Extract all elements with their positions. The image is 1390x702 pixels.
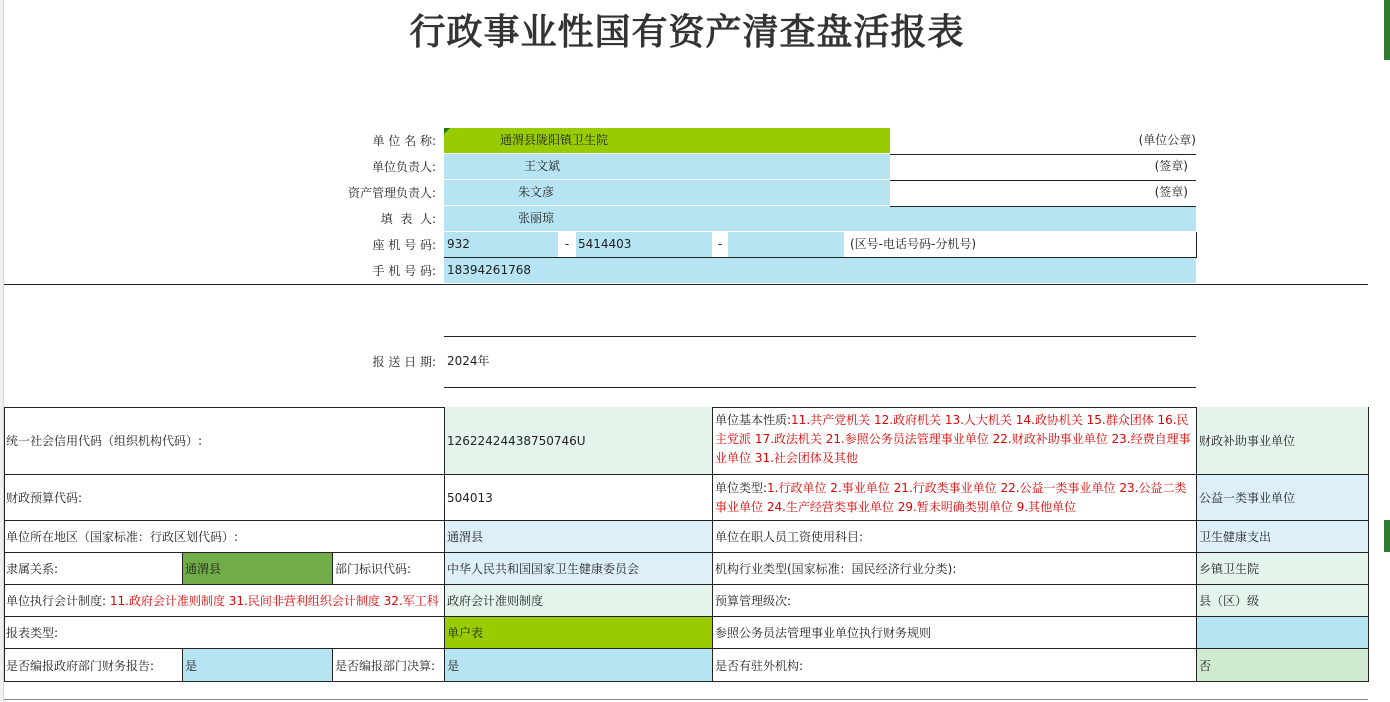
dept-code-input[interactable]: 中华人民共和国国家卫生健康委员会 xyxy=(445,553,713,585)
gov-report-input[interactable]: 是 xyxy=(183,649,333,682)
credit-code-label: 统一社会信用代码（组织机构代码）: xyxy=(4,407,445,475)
industry-label: 机构行业类型(国家标准：国民经济行业分类): xyxy=(713,553,1197,585)
budget-level-label: 预算管理级次: xyxy=(713,585,1197,617)
divider xyxy=(444,336,1196,337)
nature-option-list: 11.共产党机关 12.政府机关 13.人大机关 14.政协机关 15.群众团体 16.民主党派 17.政法机关 21.参照公务员法管理事业单位 22.财政补助事业单位 23.经费自理事业单位 31.社会团体及其他 xyxy=(715,413,1191,465)
budget-code-input[interactable]: 504013 xyxy=(445,475,713,521)
asset-manager-label: 资产管理负责人: xyxy=(347,186,436,200)
leader-label: 单位负责人: xyxy=(371,160,436,174)
mobile-input[interactable]: 18394261768 xyxy=(444,258,1196,283)
sheet-tab-marker xyxy=(1384,0,1390,60)
unit-type-options xyxy=(713,475,1197,521)
budget-level-value[interactable]: 县（区）级 xyxy=(1197,585,1369,617)
leader-sign-note: (签章) xyxy=(1154,159,1188,173)
accounting-option-list: 11.政府会计准则制度 31.民间非营利组织会计制度 32.军工科 xyxy=(109,594,439,608)
left-gutter xyxy=(0,0,4,702)
report-type-input[interactable]: 单户表 xyxy=(445,617,713,649)
report-date-label: 报 送 日 期: xyxy=(372,355,436,369)
budget-code-label: 财政预算代码: xyxy=(4,475,445,521)
mobile-label: 手 机 号 码: xyxy=(372,264,436,278)
accounting-label: 单位执行会计制度: xyxy=(6,594,107,608)
divider xyxy=(4,699,1368,700)
credit-code-input[interactable]: 12622424438750746U xyxy=(445,407,713,475)
phone-dash-1: - xyxy=(564,237,570,251)
phone-hint: (区号-电话号码-分机号) xyxy=(850,237,977,251)
affiliation-input[interactable]: 通渭县 xyxy=(183,553,333,585)
divider xyxy=(890,206,1196,207)
divider xyxy=(444,257,1196,258)
dept-final-label: 是否编报部门决算: xyxy=(333,649,445,682)
asset-manager-sign-note: (签章) xyxy=(1154,185,1188,199)
unit-name-input[interactable]: 通渭县陇阳镇卫生院 xyxy=(444,128,890,153)
phone-dash-2: - xyxy=(717,237,723,251)
ref-rule-value[interactable] xyxy=(1197,617,1369,649)
divider xyxy=(890,180,1196,181)
region-input[interactable]: 通渭县 xyxy=(445,521,713,553)
unit-type-option-list: 1.行政单位 2.事业单位 21.行政类事业单位 22.公益一类事业单位 23.公益二类事业单位 24.生产经营类事业单位 29.暂未明确类别单位 9.其他单位 xyxy=(715,481,1187,514)
affiliation-label: 隶属关系: xyxy=(4,553,183,585)
divider xyxy=(4,284,1368,285)
unit-type-value[interactable]: 公益一类事业单位 xyxy=(1197,475,1369,521)
report-type-label: 报表类型: xyxy=(4,617,445,649)
page-title: 行政事业性国有资产清查盘活报表 xyxy=(409,12,965,53)
region-label: 单位所在地区（国家标准：行政区划代码）: xyxy=(4,521,445,553)
unit-name-label: 单 位 名 称: xyxy=(372,134,436,148)
divider xyxy=(444,387,1196,388)
nature-label: 单位基本性质: xyxy=(715,413,792,427)
overseas-label: 是否有驻外机构: xyxy=(713,649,1197,682)
nature-options xyxy=(713,407,1197,475)
accounting-input[interactable]: 政府会计准则制度 xyxy=(445,585,713,617)
phone-ext-input[interactable] xyxy=(728,232,844,257)
industry-value[interactable]: 乡镇卫生院 xyxy=(1197,553,1369,585)
leader-input[interactable]: 王文斌 xyxy=(444,154,890,179)
divider xyxy=(1196,232,1197,258)
dept-final-input[interactable]: 是 xyxy=(445,649,713,682)
filler-label: 填 表 人: xyxy=(380,212,436,226)
sheet-tab-marker xyxy=(1384,520,1390,552)
phone-number-input[interactable]: 5414403 xyxy=(576,232,712,257)
overseas-value[interactable]: 否 xyxy=(1197,649,1369,682)
salary-value[interactable]: 卫生健康支出 xyxy=(1197,521,1369,553)
filler-input[interactable]: 张丽琼 xyxy=(444,206,1196,231)
unit-type-label: 单位类型: xyxy=(715,481,768,495)
dept-code-label: 部门标识代码: xyxy=(333,553,445,585)
salary-label: 单位在职人员工资使用科目: xyxy=(713,521,1197,553)
asset-manager-input[interactable]: 朱文彦 xyxy=(444,180,890,205)
nature-value[interactable]: 财政补助事业单位 xyxy=(1197,407,1369,475)
phone-label: 座 机 号 码: xyxy=(372,238,436,252)
phone-area-input[interactable]: 932 xyxy=(444,232,558,257)
report-date-input[interactable]: 2024年 xyxy=(447,354,490,368)
gov-report-label: 是否编报政府部门财务报告: xyxy=(4,649,183,682)
accounting-options xyxy=(4,585,445,617)
unit-seal-note: (单位公章) xyxy=(1138,133,1196,147)
ref-rule-label: 参照公务员法管理事业单位执行财务规则 xyxy=(713,617,1197,649)
divider xyxy=(890,154,1196,155)
